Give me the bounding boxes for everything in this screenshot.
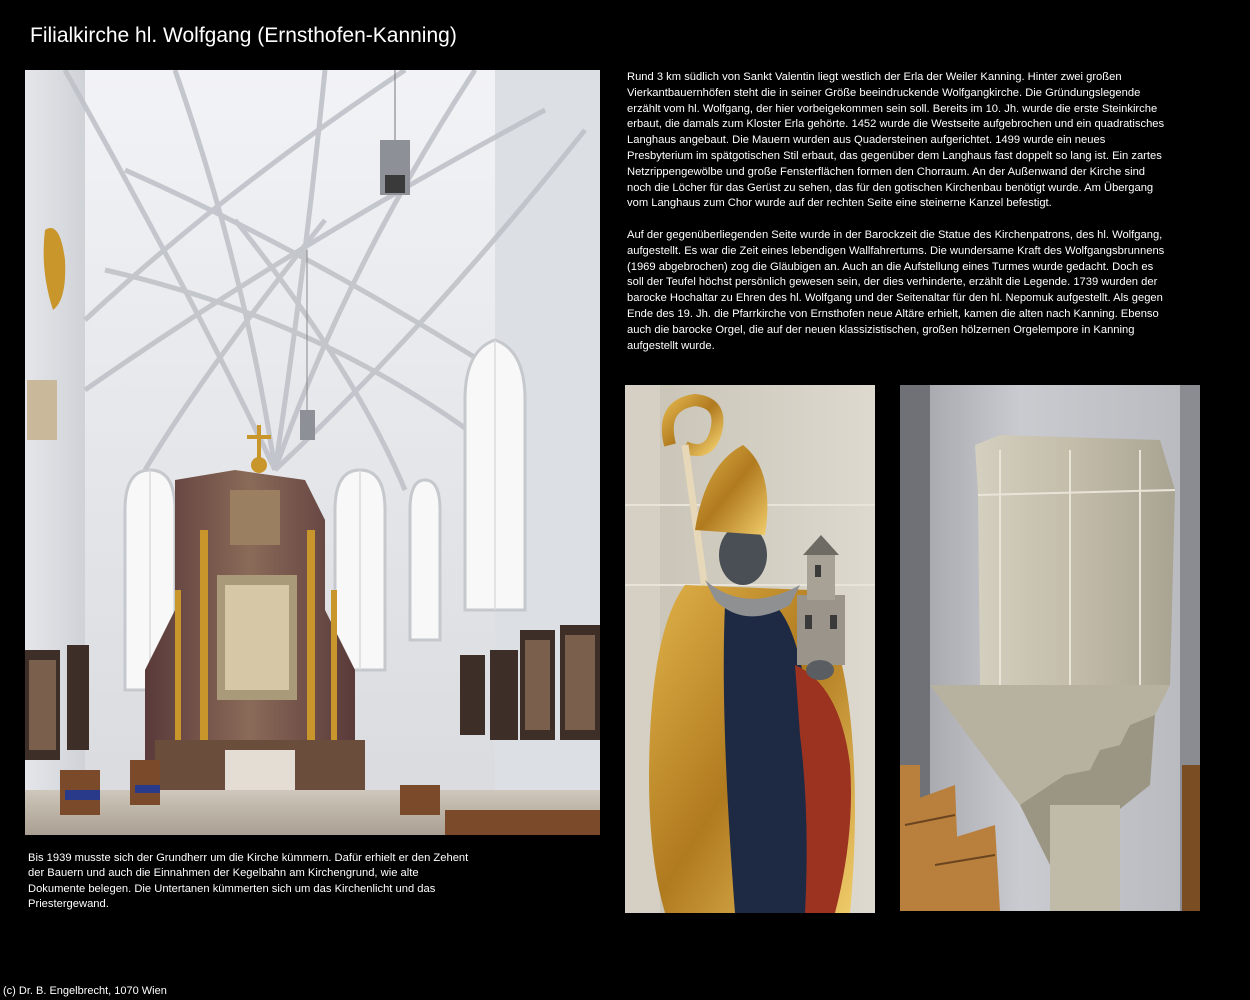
description-paragraph-2: Auf der gegenüberliegenden Seite wurde in der Barockzeit die Statue des Kirchenpatrons, des hl. Wolfgang, aufgestellt. Es war die Zeit eines lebendigen Wallfahrertums. Die wundersame Kraft des Wolfgangsbrunnens (1969 abgebrochen) zog die Gläubigen an. Auch an die Aufstellung eines Turmes wurde gedacht. Doch es soll der Teufel höchst persönlich gewesen sein, der dies verhinderte, erzählt die Legende. 1739 wurden der barocke Hochaltar zu Ehren des hl. Wolfgang und der Seitenaltar für den hl. Nepomuk aufgestellt. Als gegen Ende des 19. Jh. die Pfarrkirche von Ernsthofen neue Altäre erhielt, kamen die alten nach Kanning. Ebenso auch die barocke Orgel, die auf der neuen klassizistischen, großen hölzernen Orgelempore in Kanning aufgestellt wurde. [627, 228, 1165, 352]
church-interior-photo [25, 70, 600, 835]
description-text [627, 70, 1172, 354]
page-title: Filialkirche hl. Wolfgang (Ernsthofen-Kanning) [30, 24, 457, 47]
copyright-footer: (c) Dr. B. Engelbrecht, 1070 Wien [3, 985, 167, 997]
description-paragraph-1: Rund 3 km südlich von Sankt Valentin liegt westlich der Erla der Weiler Kanning. Hinter zwei großen Vierkantbauernhöfen steht die in seiner Größe beeindruckende Wolfgangkirche. Die Gründungslegende erzählt vom hl. Wolfgang, der hier vorbeigekommen sein soll. Bereits im 10. Jh. wurde die erste Steinkirche erbaut, die damals zum Kloster Erla gehörte. 1452 wurde die Westseite aufgebrochen und ein quadratisches Langhaus angebaut. Die Mauern wurden aus Quadersteinen aufgerichtet. 1499 wurde ein neues Presbyterium im spätgotischen Stil erbaut, das gegenüber dem Langhaus fast doppelt so lang ist. Ein zartes Netzrippengewölbe und große Fensterflächen formen den Chorraum. An der Außenwand der Kirche sind noch die Löcher für das Gerüst zu sehen, das für den gotischen Kirchenbau benötigt wurde. Am Übergang vom Langhaus zum Chor wurde auf der rechten Seite eine steinerne Kanzel befestigt. [627, 71, 1165, 210]
history-text [28, 851, 473, 913]
history-paragraph: Bis 1939 musste sich der Grundherr um die Kirche kümmern. Dafür erhielt er den Zehent der Bauern und auch die Einnahmen der Kegelbahn am Kirchengrund, wie alte Dokumente belegen. Die Untertanen kümmerten sich um das Kirchenlicht und das Priestergewand. [28, 852, 469, 911]
saint-wolfgang-statue-photo [625, 385, 875, 913]
stone-pulpit-photo [900, 385, 1200, 911]
